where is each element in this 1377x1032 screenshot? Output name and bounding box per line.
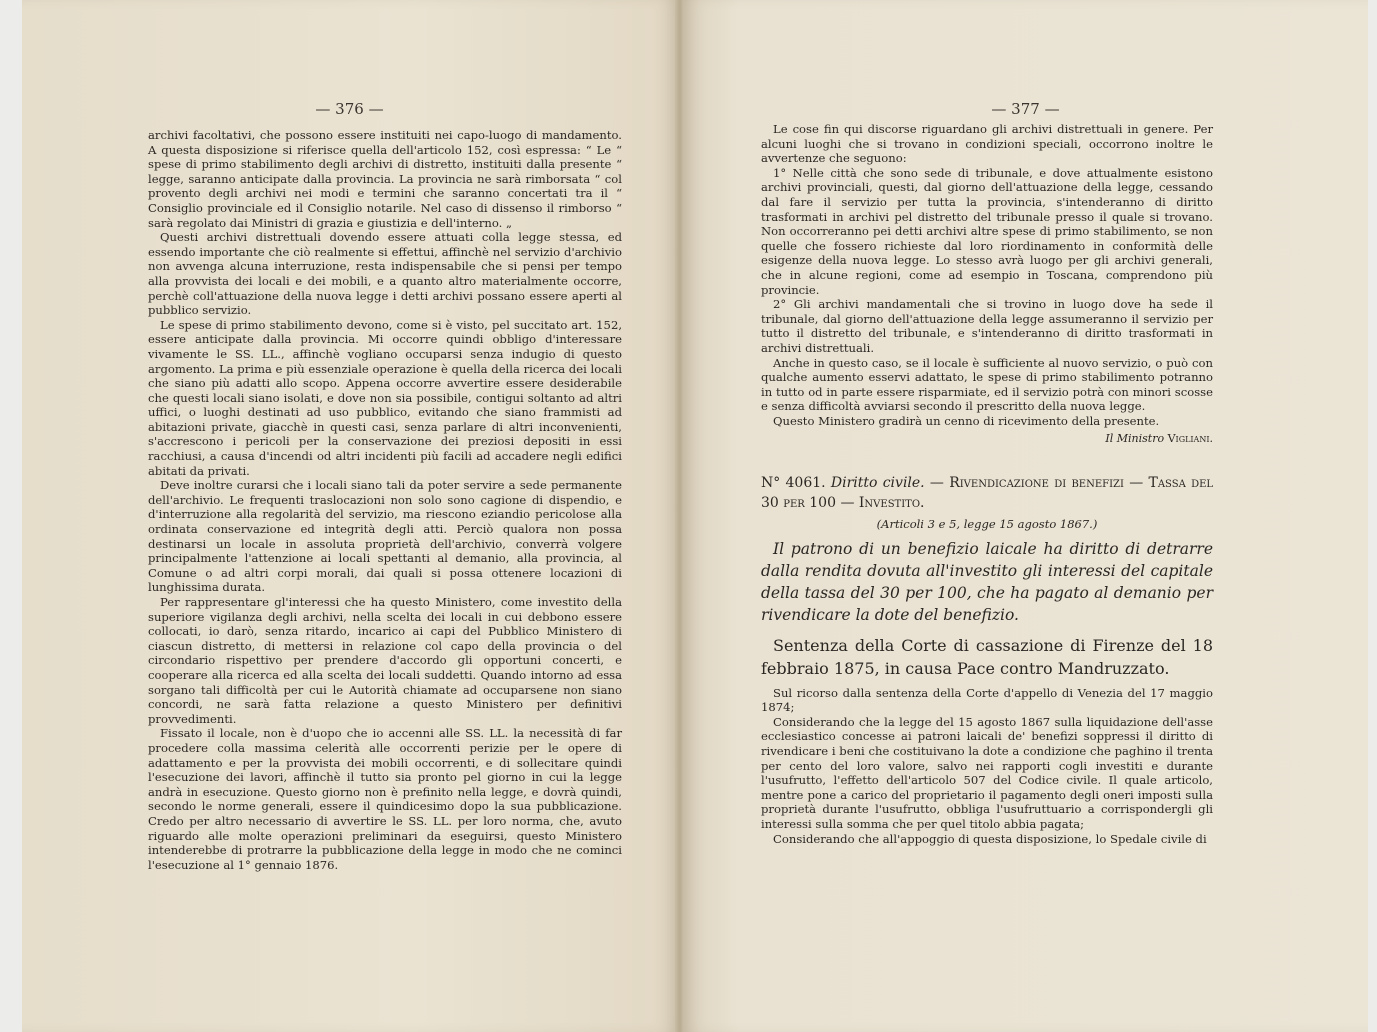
heading-subject: Diritto civile.	[830, 475, 925, 492]
heading-number: N° 4061.	[761, 475, 826, 492]
articoli-reference: (Articoli 3 e 5, legge 15 agosto 1867.)	[876, 517, 1098, 532]
paragraph: Considerando che la legge del 15 agosto 1867 sulla liquidazione dell'asse ecclesiastico concesse ai patroni laicali de' benefizi soppressi il diritto di rivendicare i beni che costituivano la dote a condizione che paghino il trenta per cento del loro valore, salvo nei rapporti cogli investiti e durante l'usufrutto, l'effetto dell'articolo 507 del Codice civile. Il quale articolo, mentre pone a carico del proprietario il pagamento degli oneri imposti sulla proprietà durante l'usufrutto, obbliga l'usufruttuario a corrispondergli gli interessi sulla somma che per quel titolo abbia pagata;	[761, 714, 1213, 831]
sentence-title: Sentenza della Corte di cassazione di Firenze del 18 febbraio 1875, in causa Pace contro Mandruzzato.	[761, 635, 1213, 678]
paragraph: Questi archivi distrettuali dovendo essere attuati colla legge stessa, ed essendo importante che ciò realmente si effettui, affinchè nel servizio d'archivio non avvenga alcuna interruzione, resta indispensabile che si pensi per tempo alla provvista dei locali e dei mobili, e a quanto altro materialmente occorre, perchè coll'attuazione della nuova legge i detti archivi possano essere aperti al pubblico servizio.	[148, 230, 622, 318]
signature-prefix: Il Ministro	[1105, 432, 1165, 446]
signature	[761, 432, 1213, 447]
paragraph: Le spese di primo stabilimento devono, come si è visto, pel succitato art. 152, essere anticipate dalla provincia. Mi occorre quindi obbligo d'interessare vivamente le SS. LL., affinchè vogliano occuparsi senza indugio di questo argomento. La prima e più essenziale operazione è quella della ricerca dei locali che siano più adatti allo scopo. Appena occorre avvertire essere desiderabile che questi locali siano isolati, e dove non sia possibile, contigui soltanto ad altri uffici, o luoghi destinati ad uso pubblico, evitando che siano frammisti ad abitazioni private, giacchè in questi casi, senza parlare di altri inconvenienti, s'accrescono i pericoli per la conservazione dei preziosi depositi in essi racchiusi, a causa d'incendi od altri incidenti più facili ad accadere negli edifici abitati da privati.	[148, 317, 622, 478]
legal-maxim: Il patrono di un benefizio laicale ha diritto di detrarre dalla rendita dovuta all'investito gli interessi del capitale della tassa del 30 per 100, che ha pagato al demanio per rivendicare la dote del benefizio.	[761, 539, 1213, 624]
paragraph: Questo Ministero gradirà un cenno di ricevimento della presente.	[773, 413, 1160, 428]
paragraph: Per rappresentare gl'interessi che ha questo Ministero, come investito della superiore vigilanza degli archivi, nella scelta dei locali in cui debbono essere collocati, io darò, senza ritardo, incarico ai capi del Pubblico Ministero di ciascun distretto, di mettersi in relazione col capo della provincia o del circondario rispettivo per prendere d'accordo gli opportuni concerti, e cooperare alla ricerca ed alla scelta dei locali suddetti. Quando intorno ad essa sorgano tali difficoltà per cui le Autorità chiamate ad occuparsene non siano concordi, ne sarà fatta relazione a questo Ministero per definitivi provvedimenti.	[148, 595, 622, 726]
paragraph: archivi facoltativi, che possono essere instituiti nei capo-luogo di mandamento. A questa disposizione si riferisce quella dell'articolo 152, così espressa: “ Le “ spese di primo stabilimento degli archivi di distretto, instituiti dalla presente “ legge, saranno anticipate dalla provincia. La provincia ne sarà rimborsata “ col provento degli archivi nei modi e termini che saranno concertati tra il “ Consiglio provinciale ed il Consiglio notarile. Nel caso di dissenso il rimborso “ sarà regolato dai Ministri di grazia e giustizia e dell'interno. „	[148, 128, 622, 230]
section-heading	[761, 473, 1213, 513]
paragraph: Fissato il locale, non è d'uopo che io accenni alle SS. LL. la necessità di far procedere colla massima celerità alle occorrenti perizie per le opere di adattamento e per la provvista dei mobili occorrenti, e di sollecitare quindi l'esecuzione dei lavori, affinchè il tutto sia pronto pel giorno in cui la legge andrà in esecuzione. Questo giorno non è prefinito nella legge, e dovrà quindi, secondo le norme generali, essere il quindicesimo dopo la sua pubblicazione. Credo per altro necessario di avvertire le SS. LL. per loro norma, che, avuto riguardo alle molte operazioni preliminari da eseguirsi, questo Ministero intenderebbe di protrarre la pubblicazione della legge in modo che ne cominci l'esecuzione al 1° gennaio 1876.	[148, 726, 622, 872]
page-number-left: — 376 —	[315, 100, 384, 118]
paragraph: Sul ricorso dalla sentenza della Corte d'appello di Venezia del 17 maggio 1874;	[761, 685, 1213, 715]
heading-title: — Rivendicazione di benefizi — Tassa del 30 per 100 — Investito.	[761, 475, 1214, 512]
left-page	[22, 0, 677, 1032]
left-page-text	[148, 128, 622, 872]
paragraph: Considerando che all'appoggio di questa disposizione, lo Spedale civile di	[773, 831, 1207, 846]
page-number-right: — 377 —	[991, 100, 1060, 118]
paragraph: 2° Gli archivi mandamentali che si trovino in luogo dove ha sede il tribunale, dal giorno dell'attuazione della legge assumeranno il servizio per tutto il distretto del tribunale, e s'intenderanno di diritto trasformati in archivi distrettuali.	[761, 297, 1213, 355]
signature-name: Vigliani.	[1167, 432, 1213, 446]
paragraph: Deve inoltre curarsi che i locali siano tali da poter servire a sede permanente dell'archivio. Le frequenti traslocazioni non solo sono cagione di dispendio, e d'interruzione alla regolarità del servizio, ma riescono eziandio pericolose alla ordinata conservazione ed integrità degli atti. Perciò qualora non possa destinarsi un locale in assoluta proprietà dell'archivio, converrà volgere principalmente l'attenzione ai locali spettanti al demanio, alla provincia, al Comune o ad altri corpi morali, dai quali si possa ottenere locazioni di lunghissima durata.	[148, 478, 622, 595]
paragraph: 1° Nelle città che sono sede di tribunale, e dove attualmente esistono archivi provinciali, questi, dal giorno dell'attuazione della legge, cessando dal fare il servizio per tutta la provincia, s'intenderanno di diritto trasformati in archivi pel distretto del tribunale presso il quale si trovano. Non occorreranno pei detti archivi altre spese di primo stabilimento, se non quelle che fossero richieste dal loro riordinamento in conformità delle esigenze della nuova legge. Lo stesso avrà luogo per gli archivi generali, che in alcune regioni, come ad esempio in Toscana, comprendono più provincie.	[761, 165, 1213, 297]
right-page	[683, 0, 1368, 1032]
paragraph: Le cose fin qui discorse riguardano gli archivi distrettuali in genere. Per alcuni luoghi che si trovano in condizioni speciali, occorrono inoltre le avvertenze che seguono:	[761, 122, 1213, 166]
right-page-text	[761, 122, 1213, 846]
paragraph: Anche in questo caso, se il locale è sufficiente al nuovo servizio, o può con qualche aumento esservi adattato, le spese di primo stabilimento potranno in tutto od in parte essere risparmiate, ed il servizio potrà con minori scosse e senza difficoltà avviarsi secondo il prescritto della nuova legge.	[761, 355, 1213, 414]
